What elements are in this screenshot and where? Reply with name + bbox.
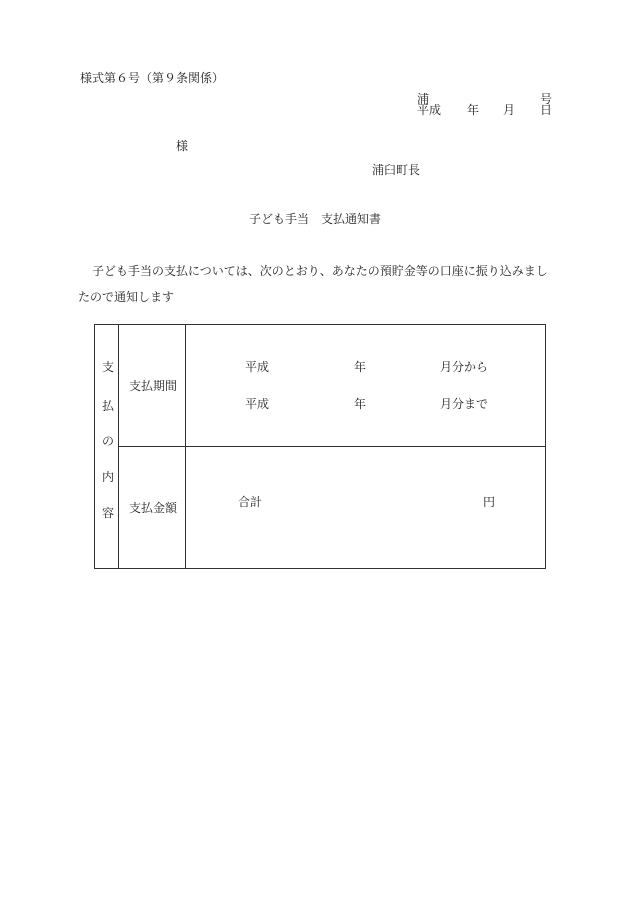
period-label: 支払期間 xyxy=(129,379,178,393)
side-label-char: 内 xyxy=(102,470,115,484)
addressee-honorific: 様 xyxy=(176,139,189,153)
date-era: 平成 xyxy=(417,103,442,117)
issuer-name: 浦臼町長 xyxy=(372,163,421,177)
date-year: 年 xyxy=(467,103,480,117)
date-month: 月 xyxy=(503,103,516,117)
amount-total-label: 合計 xyxy=(238,495,263,509)
amount-label: 支払金額 xyxy=(129,501,178,515)
side-label-char: 支 xyxy=(102,360,115,374)
payment-details-table xyxy=(94,324,546,569)
period-from-year: 年 xyxy=(354,360,367,374)
amount-currency: 円 xyxy=(483,495,496,509)
side-label-char: 容 xyxy=(102,506,115,520)
body-paragraph: 子ども手当の支払については、次のとおり、あなたの預貯金等の口座に振り込みましたので通知します xyxy=(78,264,548,304)
date-day: 日 xyxy=(540,103,553,117)
period-to-month: 月分まで xyxy=(440,397,489,411)
side-label-char: の xyxy=(102,434,115,448)
table-divider-horizontal xyxy=(118,446,545,447)
doc-number-prefix: 浦 xyxy=(417,92,430,106)
side-label-char: 払 xyxy=(102,399,115,413)
period-to-year: 年 xyxy=(354,397,367,411)
document-title: 子ども手当 支払通知書 xyxy=(249,212,382,226)
period-to-era: 平成 xyxy=(245,397,270,411)
form-number: 様式第６号（第９条関係） xyxy=(80,71,225,85)
doc-number-suffix: 号 xyxy=(540,92,553,106)
period-from-month: 月分から xyxy=(440,360,489,374)
period-from-era: 平成 xyxy=(245,360,270,374)
